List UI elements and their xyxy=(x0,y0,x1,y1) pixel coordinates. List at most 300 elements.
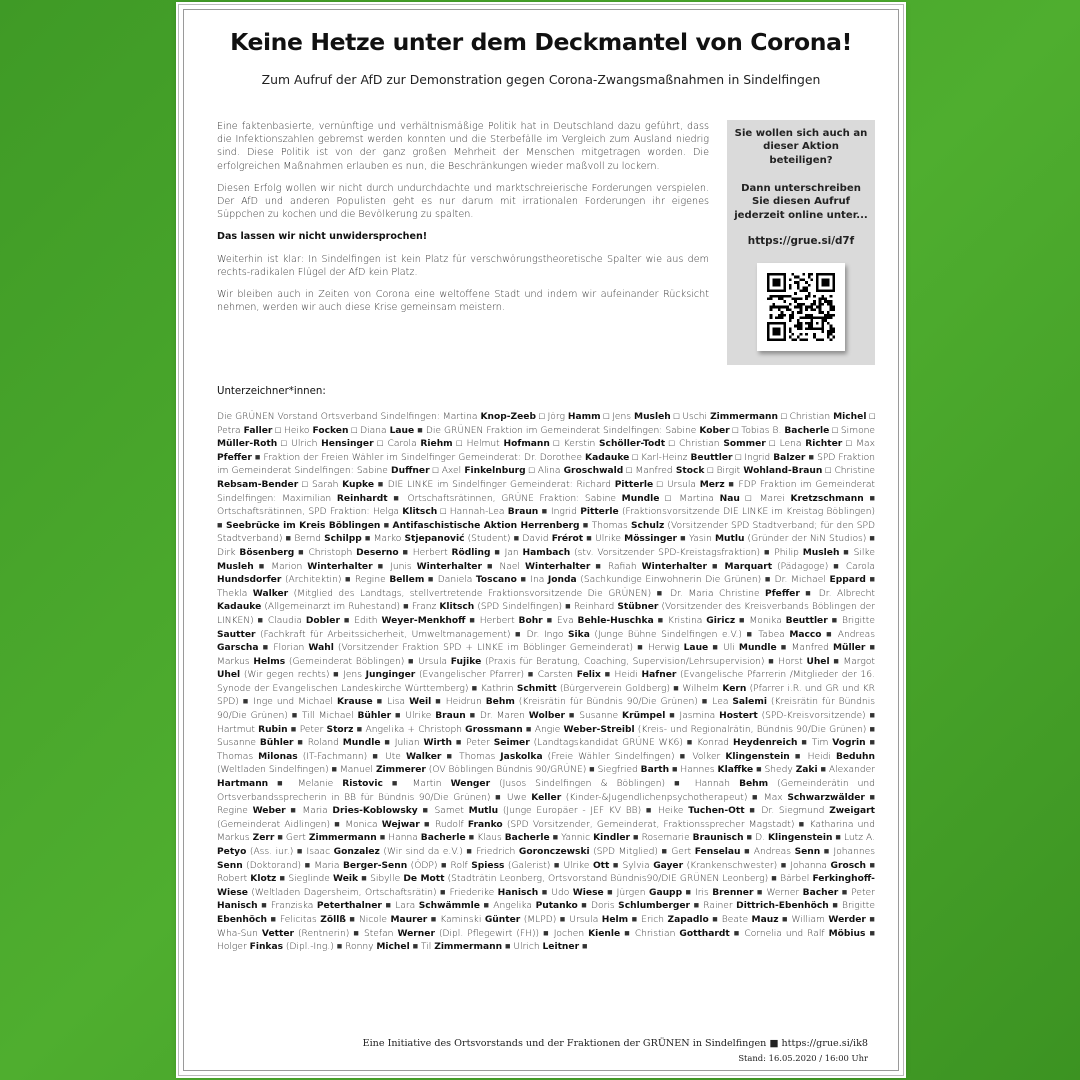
signatory-entry: □ Axel Finkelnburg xyxy=(432,466,526,477)
footer-timestamp: Stand: 16.05.2020 / 16:00 Uhr xyxy=(738,1053,868,1063)
signatory-entry: ■ Monica Wejwar xyxy=(334,819,420,830)
signatory-name: Toscano xyxy=(475,575,517,586)
signatory-entry: ■ Till Michael Bühler xyxy=(291,711,392,722)
signatory-entry: ■ Susanne Bühler xyxy=(217,724,875,749)
signatory-name: Mutlu xyxy=(714,534,745,545)
signatory-name: Riehm xyxy=(420,439,453,450)
footer xyxy=(363,1037,868,1065)
signatory-name: Richter xyxy=(805,439,843,450)
signatory-entry: ■ Sieglinde Weik xyxy=(279,874,359,885)
signatory-name: Schwarzwälder xyxy=(787,792,865,803)
signatory-name: Walker xyxy=(252,588,289,599)
signatory-entry: ■ Gert Zimmermann xyxy=(277,833,377,844)
signatory-entry: ■ William Werder xyxy=(781,914,866,925)
signatory-name: Musleh xyxy=(634,412,671,422)
page-border xyxy=(183,9,899,1071)
signatory-entry: ■ Inge und Michael Krause xyxy=(242,697,373,708)
signatory-name: Krümpel xyxy=(622,711,666,722)
signatory-entry: ■ Angelika + Christoph Grossmann xyxy=(356,724,523,735)
signatory-entry: ■ Ursula Fujike (Praxis für Beratung, Coaching, Supervision/Lehrsupervision) xyxy=(408,656,765,667)
signatory-entry: ■ Siegfried Barth xyxy=(589,765,670,776)
signatory-entry: ■ Claudia Dobler xyxy=(257,615,340,626)
signatory-name: Zimmerer xyxy=(375,765,426,776)
signatory-entry: ■ FDP Fraktion im Gemeinderat Sindelfingen: Maximilian Reinhardt xyxy=(217,479,875,504)
signatory-entry: ■ Katharina und Markus Zerr xyxy=(217,819,875,844)
signatory-name: Heydenreich xyxy=(732,738,798,749)
signatory-entry: ■ Wilhelm Kern (Pfarrer i.R. und GR und KR SPD) xyxy=(217,683,875,708)
signatory-entry: ■ Isaac Gonzalez (Wir sind da e.V.) xyxy=(296,847,463,857)
signatory-entry: ■ Johanna Grosch xyxy=(780,860,866,871)
signatory-name: Beuttler xyxy=(690,452,733,463)
signatory-name: Günter xyxy=(484,914,521,925)
signatory-entry: ■ Junis Winterhalter xyxy=(377,561,482,572)
signatory-name: Mössinger xyxy=(624,534,678,545)
signatory-entry: ■ Ulrike Braun xyxy=(395,711,466,722)
signatory-entry: ■ xyxy=(581,942,588,953)
signatory-name: Maurer xyxy=(390,914,428,925)
signatory-entry: □ Heiko Focken xyxy=(275,425,349,436)
signatory-name: Finkelnburg xyxy=(464,466,526,477)
signatory-name: Winterhalter xyxy=(641,561,707,572)
signatory-name: Mauz xyxy=(751,914,779,925)
signatory-entry: ■ Tabea Macco xyxy=(746,629,822,640)
signatory-entry: ■ Ulrike Mössinger xyxy=(586,534,678,545)
signatory-name: Müller xyxy=(832,643,866,654)
signatory-name: Balzer xyxy=(773,452,806,463)
signatory-entry: ■ Ortschaftsrätinnen, GRÜNE Fraktion: Sabine Mundle xyxy=(393,493,660,504)
signatory-entry: ■ Julian Wirth xyxy=(384,738,452,749)
signatory-entry: □ Uschi Zimmermann xyxy=(673,412,778,422)
signatory-entry: ■ Thekla Walker (Mitglied des Landtags, stellvertretende Fraktionsvorsitzende Die GRÜNEN) xyxy=(217,575,875,599)
signatory-entry: □ Ursula Merz xyxy=(656,479,725,490)
signatory-name: Rebsam-Bender xyxy=(217,479,299,490)
signatory-name: Hartmann xyxy=(217,779,269,790)
signatory-name: Stübner xyxy=(617,602,659,613)
signatory-name: Pitterle xyxy=(580,507,619,518)
signatory-name: Gonzalez xyxy=(333,847,380,857)
signatory-name: Petyo xyxy=(217,847,247,857)
signatory-entry: □ Simone Müller-Roth xyxy=(217,425,875,450)
signatory-name: Kadauke xyxy=(585,452,630,463)
signatory-entry: ■ Jürgen Gaupp xyxy=(607,887,683,898)
signatory-entry: ■ Andreas Garscha xyxy=(217,629,875,654)
signatory-name: Fujike xyxy=(450,656,482,667)
signatory-name: Senn xyxy=(217,860,243,871)
signatory-entry: □ Alina Groschwald xyxy=(528,466,624,477)
intro-paragraph-1: Eine faktenbasierte, vernünftige und verhältnismäßige Politik hat in Deutschland dazu geführt, dass die Infektionszahlen gebremst werden konnten und die Sterbefälle im Vergleich zum Ausland niedrig sind. Diese Politik ist von der ganz großen Mehrheit der Menschen mitgetragen worden. Die erfolgreichen Maßnahmen erlauben es nun, die Beschränkungen wieder maßvoll zu lockern. xyxy=(217,121,709,172)
signatory-entry: ■ Angelika Putanko xyxy=(483,901,578,912)
signatory-entry: ■ Cornelia und Ralf Möbius xyxy=(733,928,866,939)
signatory-name: Weber-Streibl xyxy=(563,724,635,735)
qr-code-icon[interactable] xyxy=(757,263,845,351)
signatory-entry: ■ Rainer Dittrich-Ebenhöch xyxy=(693,901,829,912)
signatory-entry: □ Ingrid Balzer xyxy=(735,452,806,463)
signatory-entry: ■ Konrad Heydenreich xyxy=(686,738,798,749)
signatory-entry: □ Birgit Wohland-Braun xyxy=(707,466,823,477)
signatory-entry: ■ Marko Stjepanović (Student) xyxy=(364,534,511,545)
signatory-entry: ■ Holger Finkas (Dipl.-Ing.) xyxy=(217,928,875,953)
signatory-entry: □ Jens Musleh xyxy=(603,412,671,422)
footer-initiative: Eine Initiative des Ortsvorstands und der Fraktionen der GRÜNEN in Sindelfingen ■ https://grue.si/ik8 xyxy=(362,1038,868,1049)
signatory-name: Reinhardt xyxy=(336,493,388,504)
signatory-entry: ■ Thomas Jaskolka (Freie Wähler Sindelfingen) xyxy=(446,751,675,762)
signatory-entry: □ Lena Richter xyxy=(769,439,843,450)
signatory-entry: ■ Die GRÜNEN Fraktion im Gemeinderat Sindelfingen: Sabine Kober xyxy=(417,425,730,436)
signatory-name: Berger-Senn xyxy=(342,860,408,871)
signatory-entry: ■ Martin Wenger (Jusos Sindelfingen & Böblingen) xyxy=(391,779,666,790)
signatory-name: Braun xyxy=(507,507,539,518)
signatory-name: Krause xyxy=(336,697,373,708)
signatory-entry: ■ David Frérot xyxy=(513,534,584,545)
signatory-entry: ■ Susanne Krümpel xyxy=(568,711,666,722)
signatory-entry: ■ Bernd Schilpp xyxy=(285,534,362,545)
signatory-entry: ■ Nicole Maurer xyxy=(349,914,428,925)
signatory-name: Ott xyxy=(592,860,610,871)
signatory-name: Werder xyxy=(828,914,866,925)
signatory-entry: ■ Rudolf Franko (SPD Vorsitzender, Gemeinderat, Fraktionssprecher Magstadt) xyxy=(423,819,795,830)
signatory-name: Kadauke xyxy=(217,602,262,613)
signatory-name: Goronczewski xyxy=(518,847,590,857)
signatory-entry: ■ Nael Winterhalter xyxy=(486,561,591,572)
page-subtitle: Zum Aufruf der AfD zur Demonstration gegen Corona-Zwangsmaßnahmen in Sindelfingen xyxy=(261,72,821,87)
intro-paragraph-5: Wir bleiben auch in Zeiten von Corona eine weltoffene Stadt und indem wir aufeinander Rücksicht nehmen, werden wir auch diese Krise gemeinsam meistern. xyxy=(217,289,709,314)
signatory-name: Zimmermann xyxy=(308,833,377,844)
signatory-name: Frérot xyxy=(551,534,584,545)
signatory-entry: ■ Franziska Peterthalner xyxy=(261,901,382,912)
signatory-name: Hanisch xyxy=(217,901,258,912)
signatory-name: Dries-Koblowsky xyxy=(332,806,418,817)
signatory-entry: ■ Regine Weber xyxy=(217,792,875,817)
signatory-entry: ■ Kaminski Günter (MLPD) xyxy=(430,914,557,925)
flyer-page xyxy=(178,4,904,1076)
signatory-name: Mundle xyxy=(621,493,660,504)
signatory-entry: ■ Dr. Maria Christine Pfeffer xyxy=(656,588,800,599)
signatory-name: Weik xyxy=(333,874,359,885)
signatory-entry: ■ Franz Klitsch (SPD Sindelfingen) xyxy=(403,602,563,613)
signatory-entry: ■ Herbert Bohr xyxy=(469,615,543,626)
signatory-entry: ■ DIE LINKE im Sindelfinger Gemeinderat: Richard Pitterle xyxy=(377,479,654,490)
signatory-name: Wohland-Braun xyxy=(743,466,823,477)
signatory-name: Vetter xyxy=(261,928,294,939)
signatory-entry: ■ Edith Weyer-Menkhoff xyxy=(343,615,466,626)
signatory-entry: ■ Marion Winterhalter xyxy=(258,561,373,572)
signatory-entry: ■ Brigitte Sautter (Fachkraft für Arbeitssicherheit, Umweltmanagement) xyxy=(217,615,875,640)
signatory-entry: □ Kerstin Schöller-Todt xyxy=(553,439,666,450)
signatory-entry: ■ Lara Schwämmle xyxy=(385,901,480,912)
signatory-entry: □ Tobias B. Bacherle xyxy=(732,425,830,436)
signatory-entry: Die GRÜNEN Vorstand Ortsverband Sindelfingen: Martina Knop-Zeeb xyxy=(217,412,536,422)
signatory-entry: ■ Monika Beuttler xyxy=(739,615,828,626)
signatory-name: Marquart xyxy=(724,561,773,572)
signatory-entry: ■ Roland Mundle xyxy=(297,738,381,749)
signatory-name: Musleh xyxy=(802,547,840,558)
signatory-name: Wahl xyxy=(308,643,334,654)
signatory-entry: ■ Eva Behle-Huschka xyxy=(546,615,654,626)
signatory-entry: ■ Ursula Helm xyxy=(559,914,629,925)
signatories-list xyxy=(217,411,875,955)
signatory-entry: ■ Manuel Zimmerer (OV Böblingen Bündnis 90/GRÜNE) xyxy=(331,765,587,776)
signatory-name: Zapadlo xyxy=(667,914,709,925)
signatory-name: Klitsch xyxy=(439,602,475,613)
signatory-name: Hanisch xyxy=(497,887,539,898)
signatory-entry: ■ Florian Wahl (Vorsitzender Fraktion SPD + LINKE im Böblinger Gemeinderat) xyxy=(262,643,634,654)
signatory-name: Kober xyxy=(699,425,730,436)
signatory-name: Uhel xyxy=(217,670,241,681)
signatory-name: Winterhalter xyxy=(416,561,482,572)
signatory-name: Laue xyxy=(389,425,415,436)
signatory-entry: ■ Carola Hundsdorfer (Architektin) xyxy=(217,561,875,586)
signatory-entry: ■ Margot Uhel (Wir gegen rechts) xyxy=(217,656,875,681)
signatory-name: Kretzschmann xyxy=(790,493,864,504)
signatory-name: Klotz xyxy=(250,874,277,885)
signatory-name: Weyer-Menkhoff xyxy=(381,615,466,626)
signatory-name: Klingenstein xyxy=(768,833,833,844)
signatory-name: Zweigart xyxy=(829,806,875,817)
signatory-entry: ■ Wha-Sun Vetter (Rentnerin) xyxy=(217,914,875,939)
signatory-entry: □ Max Pfeffer xyxy=(217,439,875,463)
signatory-name: Klaffke xyxy=(717,765,754,776)
signatory-entry: ■ Ortschaftsrätinnen, SPD Fraktion: Helga Klitsch xyxy=(217,493,875,518)
signatory-entry: ■ Melanie Ristovic xyxy=(277,779,383,790)
signatory-entry: ■ Alexander Hartmann xyxy=(217,765,875,790)
signatory-name: Dittrich-Ebenhöch xyxy=(736,901,829,912)
signatory-name: Laue xyxy=(683,643,709,654)
signatory-name: Bühler xyxy=(259,738,294,749)
signatory-entry: ■ Beate Mauz xyxy=(712,914,779,925)
participation-question: Sie wollen sich auch an dieser Aktion beteiligen? xyxy=(734,128,868,166)
signatory-entry: □ Christian Sommer xyxy=(668,439,766,450)
signatory-name: Faller xyxy=(243,425,273,436)
signatory-name: Helm xyxy=(601,914,629,925)
signatory-entry: ■ Rafiah Winterhalter xyxy=(595,561,707,572)
signatory-name: Zaki xyxy=(795,765,818,776)
signatory-name: Milonas xyxy=(258,751,298,762)
signatory-entry: ■ Thomas Milonas (IT-Fachmann) xyxy=(217,738,875,762)
signatory-name: Peterthalner xyxy=(316,901,382,912)
signatory-entry: ■ Daniela Toscano xyxy=(427,575,517,586)
signatory-name: Möbius xyxy=(828,928,866,939)
intro-paragraph-4: Weiterhin ist klar: In Sindelfingen ist kein Platz für verschwörungstheoretische Spalter wie aus dem rechts-radikalen Flügel der AfD kein Platz. xyxy=(217,253,709,278)
signatory-entry: ■ Lutz A. Petyo (Ass. iur.) xyxy=(217,833,875,857)
signatory-name: Kindler xyxy=(593,833,631,844)
signatory-entry: ■ Hanna Bacherle xyxy=(379,833,466,844)
signatory-entry: ■ Johannes Senn (Doktorand) xyxy=(217,847,875,871)
signatory-name: Nau xyxy=(719,493,740,504)
signatory-entry: ■ Dr. Albrecht Kadauke (Allgemeinarzt im Ruhestand) xyxy=(217,588,876,613)
signatory-entry: □ Ulrich Hensinger xyxy=(281,439,374,450)
signatory-entry: ■ Ronny Michel xyxy=(336,942,410,953)
signatory-name: Keller xyxy=(531,792,562,803)
signatory-entry: ■ Maria Dries-Koblowsky xyxy=(290,806,418,817)
signatory-name: Behm xyxy=(739,779,769,790)
signatory-name: Helms xyxy=(253,656,286,667)
signatory-name: Winterhalter xyxy=(524,561,591,572)
signatory-name: Hamm xyxy=(567,412,601,422)
signatory-entry: ■ Horst Uhel xyxy=(768,656,830,667)
signatory-name: Michel xyxy=(376,942,410,953)
signatory-entry: ■ Lea Salemi (Kreisrätin für Bündnis 90/Die Grünen) xyxy=(217,697,875,722)
signatory-name: Bacherle xyxy=(504,833,550,844)
signatory-name: Wenger xyxy=(450,779,491,790)
signatory-entry: ■ Dr. Maren Wolber xyxy=(469,711,565,722)
signatory-name: Seebrücke im Kreis Böblingen xyxy=(225,520,381,531)
signatory-name: Grosch xyxy=(830,860,866,871)
signatory-name: Ferkinghoff-Wiese xyxy=(217,874,875,898)
signatory-entry: ■ Heidi Hafner (Evangelische Pfarrerin /Mitglieder der 16. Synode der Evangelischen Landeskirche Württemberg) xyxy=(217,670,875,694)
signatory-entry: ■ Ina Jonda (Sachkundige Einwohnerin Die Grünen) xyxy=(520,575,762,586)
signatory-name: Braun xyxy=(435,711,466,722)
signatory-name: Wejwar xyxy=(381,819,420,830)
signatory-name: Spiess xyxy=(471,860,505,871)
signatory-entry: ■ Erich Zapadlo xyxy=(631,914,709,925)
signatory-entry: ■ Samet Mutlu (Junge Europäer - JEF KV BB) xyxy=(422,806,642,817)
signatory-name: Kienle xyxy=(588,928,621,939)
signatory-name: Beduhn xyxy=(835,751,875,762)
signatory-name: Beuttler xyxy=(785,615,828,626)
signatory-entry: ■ Friedrich Goronczewski (SPD Mitglied) xyxy=(466,847,658,857)
signatory-name: Zerr xyxy=(252,833,275,844)
signatory-name: Hensinger xyxy=(321,439,374,450)
signatory-name: Braunisch xyxy=(692,833,744,844)
signatory-entry: ■ Doris Schlumberger xyxy=(581,901,690,912)
signatory-name: Rödling xyxy=(451,547,491,558)
signatory-name: Hostert xyxy=(719,711,758,722)
signatory-entry: ■ Robert Klotz xyxy=(217,860,876,885)
signatory-entry: ■ Sibylle De Mott (Stadträtin Leonberg, Ortsvorstand Bündnis90/DIE GRÜNEN Leonberg) xyxy=(361,874,769,885)
signatory-entry: ■ Shedy Zaki xyxy=(756,765,818,776)
signatory-name: Antifaschistische Aktion Herrenberg xyxy=(392,520,580,531)
participation-url[interactable]: https://grue.si/d7f xyxy=(747,235,855,247)
signatory-name: Garscha xyxy=(217,643,259,654)
signatory-name: Tuchen-Ott xyxy=(688,806,745,817)
signatory-entry: ■ Iris Brenner xyxy=(685,887,754,898)
signatory-entry: ■ Regine Bellem xyxy=(345,575,425,586)
signatory-entry: ■ Yasin Mutlu (Gründer der NiN Studios) xyxy=(680,534,867,545)
signatory-entry: ■ Yannic Kindler xyxy=(552,833,631,844)
signatory-name: Pfeffer xyxy=(217,452,252,463)
signatory-entry: □ Helmut Hofmann xyxy=(456,439,550,450)
signatory-name: Felix xyxy=(576,670,601,681)
signatory-name: Wirth xyxy=(423,738,452,749)
signatory-name: Hafner xyxy=(641,670,677,681)
signatory-entry: □ Martina Nau xyxy=(665,493,740,504)
participation-box xyxy=(727,120,875,365)
signatory-name: Giricz xyxy=(706,615,736,626)
signatory-name: Behm xyxy=(485,697,515,708)
signatory-name: Junginger xyxy=(365,670,416,681)
signatory-name: Michel xyxy=(833,412,867,422)
signatory-entry: ■ Gert Fenselau xyxy=(661,847,741,857)
signatory-entry: ■ Thomas Schulz (Vorsitzender SPD Stadtverband; für den SPD Stadtverband) xyxy=(217,520,875,545)
signatory-name: Weil xyxy=(409,697,432,708)
signatory-name: Merz xyxy=(699,479,725,490)
signatory-name: Werner xyxy=(397,928,435,939)
signatory-name: Bellem xyxy=(389,575,425,586)
signatory-name: Stjepanović xyxy=(404,534,465,545)
signatory-name: Winterhalter xyxy=(307,561,373,572)
signatory-entry: ■ Tim Vogrin xyxy=(801,738,866,749)
signatory-name: Uhel xyxy=(806,656,830,667)
signatory-entry: ■ Fraktion der Freien Wähler im Sindelfinger Gemeinderat: Dr. Dorothee Kadauke xyxy=(254,452,630,463)
signatory-entry: □ Karl-Heinz Beuttler xyxy=(632,452,733,463)
signatory-name: Bacherle xyxy=(784,425,830,436)
signatory-entry: ■ Rolf Spiess (Galerist) xyxy=(440,860,551,871)
signatory-entry: ■ Felicitas Zöllß xyxy=(270,914,346,925)
signatory-entry: ■ Max Schwarzwälder xyxy=(752,792,865,803)
signatory-entry: ■ Silke Musleh xyxy=(217,547,875,572)
signatory-name: Zimmermann xyxy=(434,942,503,953)
signatory-entry: ■ Sylvia Gayer (Krankenschwester) xyxy=(612,860,778,871)
signatory-entry: ■ Ulrich Leitner xyxy=(505,942,580,953)
intro-paragraph-2: Diesen Erfolg wollen wir nicht durch undurchdachte und marktschreierische Forderungen verspielen. Der AfD und anderen Populisten geht es nur darum mit irrationalen Forderungen ihr eigenes Süppchen zu kochen und die Bevölkerung zu spalten. xyxy=(217,182,709,221)
signatory-entry: ■ Volker Klingenstein xyxy=(679,751,790,762)
signatory-entry: ■ Heidi Beduhn (Weltladen Sindelfingen) xyxy=(217,751,875,776)
signatory-name: Schilpp xyxy=(324,534,362,545)
signatory-entry: ■ Marquart (Pädagoge) xyxy=(711,561,829,572)
signatory-name: Zimmermann xyxy=(710,412,778,422)
signatory-name: Hofmann xyxy=(503,439,550,450)
signatory-entry: ■ Philip Musleh xyxy=(763,547,840,558)
signatory-entry: ■ Werner Bacher xyxy=(756,887,839,898)
signatory-entry: □ Sarah Kupke xyxy=(301,479,375,490)
signatory-name: Rubin xyxy=(258,724,288,735)
signatory-entry: ■ Reinhard Stübner (Vorsitzender des Kreisverbands Böblingen der LINKEN) xyxy=(217,602,875,626)
signatory-entry: ■ Christoph Deserno xyxy=(298,547,399,558)
signatory-name: Finkas xyxy=(249,942,284,953)
signatory-name: Hambach xyxy=(522,547,571,558)
signatory-entry: ■ Dr. Ingo Sika (Junge Bühne Sindelfingen e.V.) xyxy=(514,629,742,640)
signatory-entry: □ Jörg Hamm xyxy=(539,412,601,422)
signatory-name: Klingenstein xyxy=(725,751,790,762)
signatory-name: Klitsch xyxy=(402,507,438,518)
signatory-name: Franko xyxy=(467,819,503,830)
signatory-name: Seimer xyxy=(493,738,530,749)
signatory-entry: ■ Peter Seimer (Landtagskandidat GRÜNE WK6) xyxy=(455,738,683,749)
signatory-name: Gotthardt xyxy=(679,928,730,939)
signatory-name: De Mott xyxy=(403,874,445,885)
intro-paragraph-3: Das lassen wir nicht unwidersprochen! xyxy=(217,231,428,243)
signatory-name: Putanko xyxy=(535,901,578,912)
signatory-name: Schlumberger xyxy=(618,901,690,912)
signatory-name: Müller-Roth xyxy=(217,439,278,450)
signatory-entry: ■ Maria Berger-Senn (ÖDP) xyxy=(304,860,438,871)
signatory-entry: ■ Brigitte Ebenhöch xyxy=(217,901,875,925)
signatory-name: Kern xyxy=(722,683,747,694)
signatory-name: Focken xyxy=(312,425,349,436)
signatory-name: Duffner xyxy=(391,466,430,477)
signatory-entry: ■ Seebrücke im Kreis Böblingen xyxy=(217,520,381,531)
signatory-name: Deserno xyxy=(356,547,399,558)
signatory-name: Macco xyxy=(789,629,822,640)
signatory-entry: □ Hannah-Lea Braun xyxy=(440,507,539,518)
signatory-entry: ■ Udo Wiese xyxy=(541,887,604,898)
signatory-entry: ■ Jan Hambach (stv. Vorsitzender SPD-Kreistagsfraktion) xyxy=(494,547,761,558)
signatory-name: Vogrin xyxy=(832,738,866,749)
signatory-name: Hundsdorfer xyxy=(217,575,282,586)
signatory-entry: □ Diana Laue xyxy=(351,425,415,436)
signatory-entry: ■ Ute Walker xyxy=(372,751,442,762)
signatory-entry: ■ Herbert Rödling xyxy=(402,547,491,558)
signatory-entry: ■ Jochen Kienle xyxy=(543,928,621,939)
signatory-entry: ■ Jasmina Hostert (SPD-Kreisvorsitzende) xyxy=(669,711,866,722)
signatory-entry: □ Christine Rebsam-Bender xyxy=(217,466,876,490)
signatory-entry: ■ Carsten Felix xyxy=(527,670,601,681)
signatory-entry: ■ Dr. Siegmund Zweigart (Gemeinderat Aidlingen) xyxy=(217,806,875,830)
signatory-entry: □ Petra Faller xyxy=(217,412,875,436)
signatory-name: Gaupp xyxy=(648,887,683,898)
signatory-name: Mundle xyxy=(342,738,381,749)
signatory-entry: ■ Dr. Michael Eppard xyxy=(764,575,866,586)
